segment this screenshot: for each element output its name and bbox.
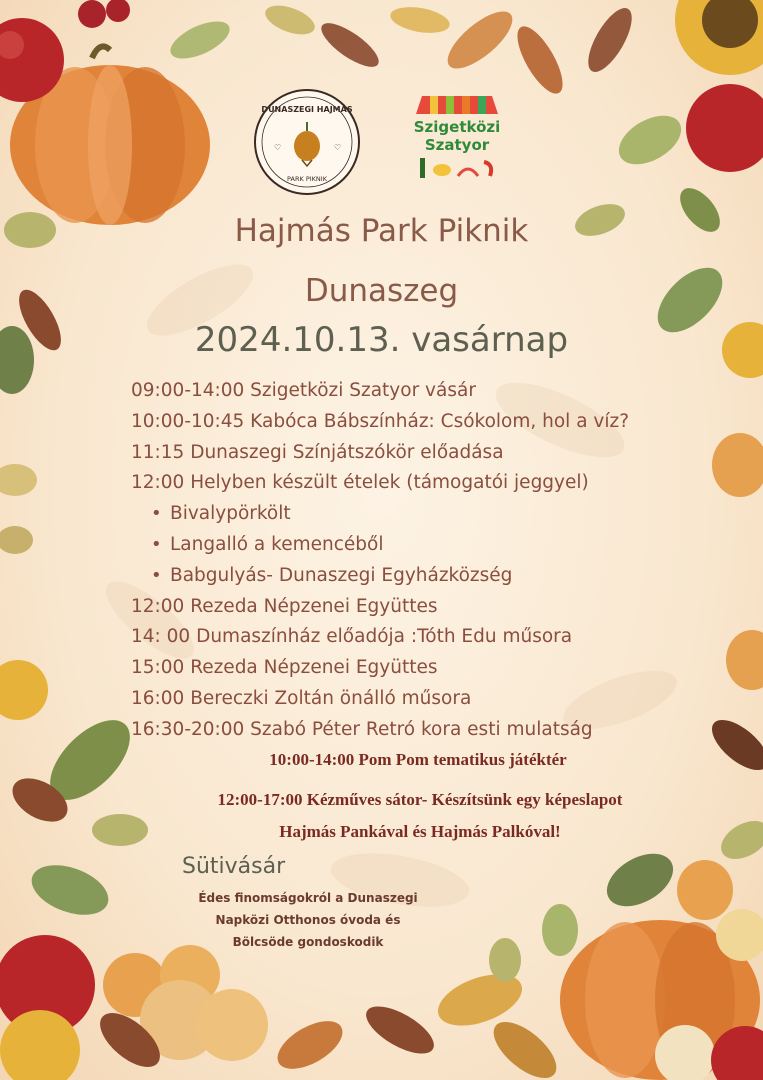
schedule-item: 12:00 Helyben készült ételek (támogatói jeggyel): [131, 472, 589, 494]
apple-icon: [686, 84, 763, 172]
event-title: Hajmás Park Piknik: [234, 213, 529, 249]
schedule-item: 14: 00 Dumaszínház előadója :Tóth Edu műsora: [131, 626, 573, 648]
logo-bottom-text: PARK PIKNIK: [287, 175, 327, 183]
schedule-item: 16:30-20:00 Szabó Péter Retró kora esti mulatság: [131, 718, 593, 740]
schedule-item: 11:15 Dunaszegi Színjátszókör előadása: [131, 441, 504, 463]
highlight-hajmas-panka: Hajmás Pankával és Hajmás Palkóval!: [279, 822, 561, 841]
program-schedule: [131, 376, 731, 746]
schedule-subitem: • Bivalypörkölt: [131, 499, 731, 530]
sunflower-icon: [675, 0, 763, 75]
logo-line2: Szatyor: [424, 136, 490, 154]
highlight-kezmuves: 12:00-17:00 Kézműves sátor- Készítsünk egy képeslapot: [217, 790, 623, 809]
schedule-subitem: • Babgulyás- Dunaszegi Egyházközség: [131, 561, 731, 592]
sutivasar-title: Sütivásár: [182, 854, 286, 879]
event-date: 2024.10.13. vasárnap: [194, 320, 569, 360]
onion-icon: [677, 860, 733, 920]
sutivasar-line: Bölcsöde gondoskodik: [232, 935, 384, 949]
hajmas-park-piknik-logo: [250, 88, 364, 196]
schedule-item: 15:00 Rezeda Népzenei Együttes: [131, 657, 438, 679]
sutivasar-line: Édes finomságokról a Dunaszegi: [198, 891, 418, 905]
schedule-subitem: • Langalló a kemencéből: [131, 530, 731, 561]
logo-line1: Szigetközi: [413, 118, 501, 136]
svg-text:♡: ♡: [334, 143, 342, 152]
logo-top-text: DUNASZEGI HAJMÁS: [261, 105, 353, 114]
sunflower-icon: [0, 660, 48, 720]
schedule-item: 16:00 Bereczki Zoltán önálló műsora: [131, 687, 472, 709]
schedule-item: 12:00 Rezeda Népzenei Együttes: [131, 595, 438, 617]
sutivasar-line: Napközi Otthonos óvoda és: [215, 913, 401, 927]
schedule-item: 09:00-14:00 Szigetközi Szatyor vásár: [131, 380, 476, 401]
schedule-item: 10:00-10:45 Kabóca Bábszínház: Csókolom, hol a víz?: [131, 410, 630, 432]
event-location: Dunaszeg: [304, 273, 459, 309]
svg-text:♡: ♡: [274, 143, 282, 152]
market-stall-icon: [416, 96, 498, 114]
highlight-pompom: 10:00-14:00 Pom Pom tematikus játéktér: [269, 750, 567, 769]
sutivasar-description: [193, 887, 423, 953]
szigetkozi-szatyor-logo: [410, 92, 504, 184]
